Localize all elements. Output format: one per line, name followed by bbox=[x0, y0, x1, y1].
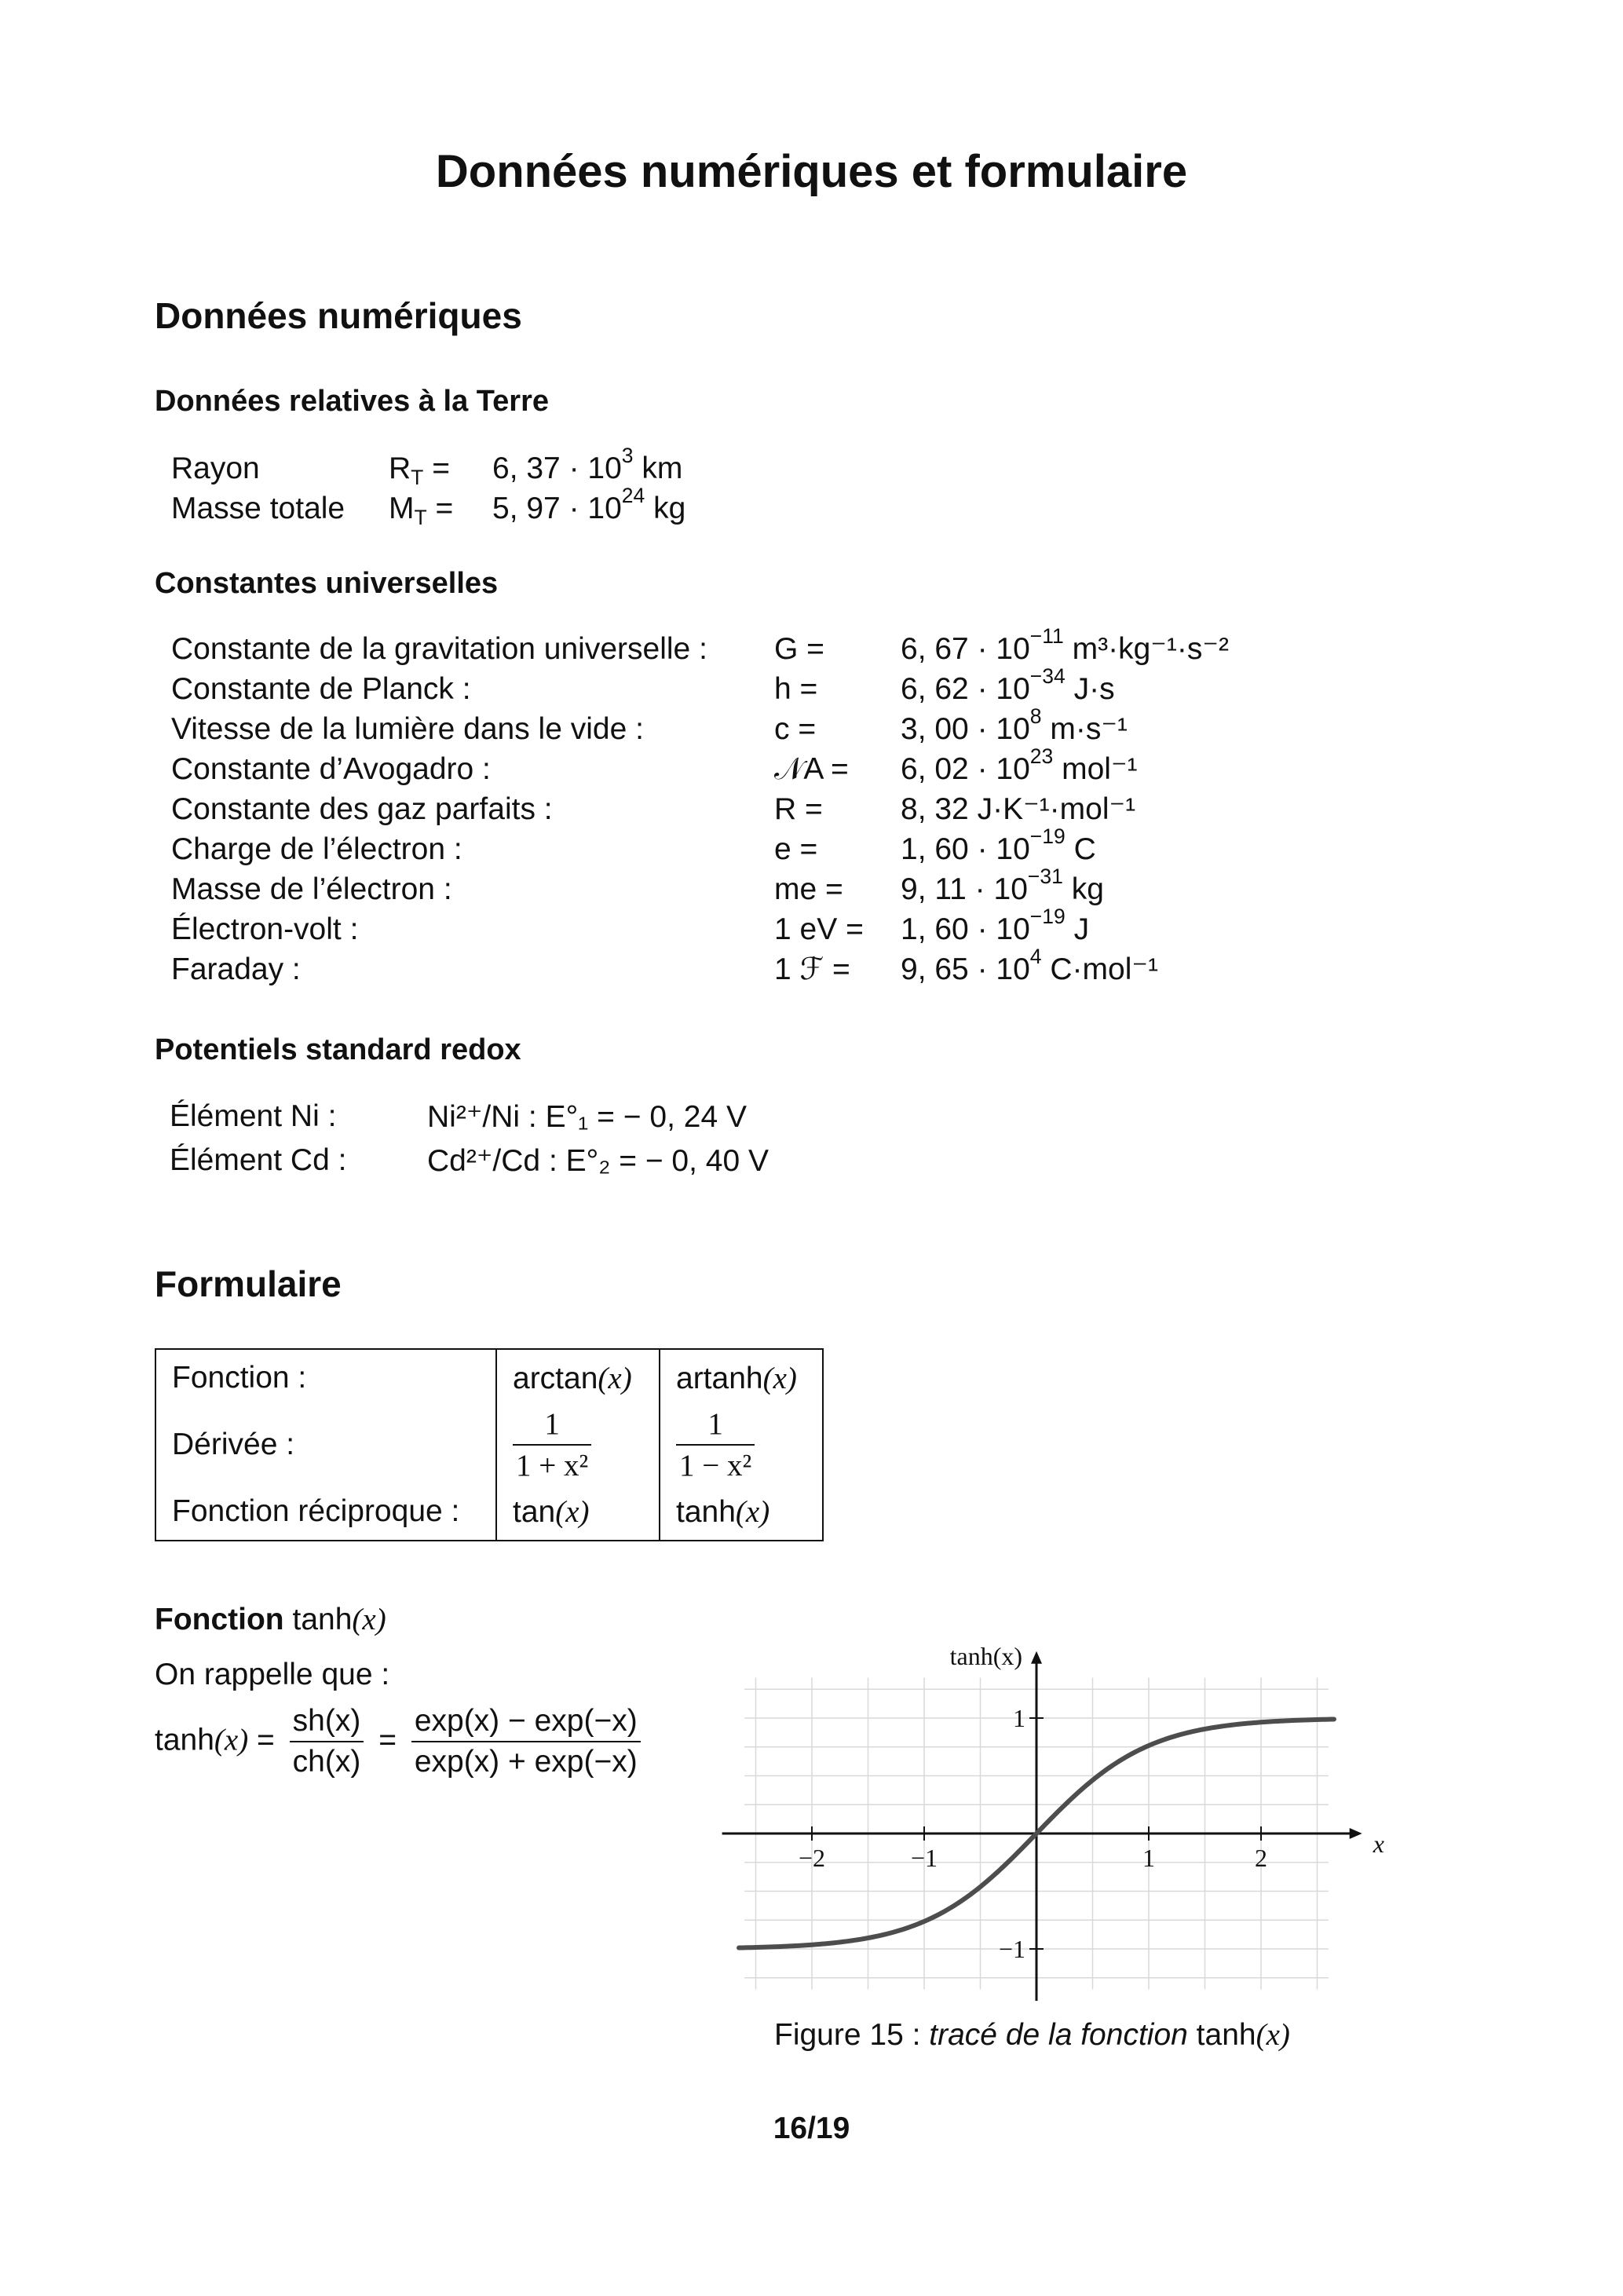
constant-row bbox=[171, 629, 1229, 669]
row-label-function: Fonction : bbox=[172, 1361, 307, 1395]
x-axis-arrow bbox=[1350, 1828, 1362, 1839]
y-axis-label: tanh(x) bbox=[949, 1642, 1022, 1670]
terre-symbol: $R_T$ = bbox=[389, 451, 450, 489]
x-axis-label: x bbox=[1373, 1830, 1384, 1858]
constants-table bbox=[171, 624, 1229, 989]
formula-row-derivative bbox=[155, 1406, 823, 1483]
row-label-derivative: Dérivée : bbox=[172, 1428, 295, 1461]
arctan-derivative-fraction: $\frac{1}{\text{1 + x²}}$ bbox=[513, 1406, 591, 1483]
constant-label: Constante d’Avogadro : bbox=[171, 751, 491, 786]
constant-symbol: me = bbox=[774, 872, 843, 906]
constant-symbol: 1 eV = bbox=[774, 912, 864, 946]
constant-row bbox=[171, 829, 1229, 869]
exp-fraction: $\frac{\exp(x) - \exp(-x)}{\exp(x) + \exp(-x)}$ bbox=[411, 1704, 641, 1779]
cell-arctan-derivative bbox=[496, 1406, 660, 1483]
x-tick-label: 2 bbox=[1255, 1844, 1267, 1872]
constant-symbol: 𝒩A = bbox=[774, 751, 849, 786]
terre-label: Rayon bbox=[171, 451, 260, 485]
subsection-title-constantes: Constantes universelles bbox=[155, 567, 499, 600]
terre-row bbox=[171, 488, 685, 528]
constant-symbol: 1 ℱ = bbox=[774, 952, 850, 986]
terre-label: Masse totale bbox=[171, 491, 345, 525]
constant-value: 1, $60 \cdot 10^{-19}$ C bbox=[901, 824, 1096, 866]
constant-value: 6, $67 \cdot 10^{-11}$ m³·kg⁻¹·s⁻² bbox=[901, 624, 1229, 666]
page-title: Données numériques et formulaire bbox=[435, 146, 1188, 197]
rappel-text: On rappelle que : bbox=[155, 1658, 390, 1691]
constant-value: 8, 32 J·K⁻¹·mol⁻¹ bbox=[901, 792, 1136, 826]
constant-value: 9, $65 \cdot 10^4$ C·mol⁻¹ bbox=[901, 945, 1158, 986]
constant-row bbox=[171, 909, 1229, 949]
formula-row-function bbox=[155, 1349, 823, 1406]
redox-value: Cd²⁺/Cd : E°₂ = − 0, 40 V bbox=[427, 1143, 769, 1178]
cell-artanh-reciprocal: tanh(x) bbox=[660, 1483, 823, 1541]
terre-row bbox=[171, 448, 685, 488]
constant-symbol: c = bbox=[774, 711, 817, 746]
plot-labels bbox=[799, 1642, 1384, 1963]
section-title-formulaire: Formulaire bbox=[155, 1263, 342, 1304]
terre-value: 5, $97 \cdot 10^{24}$ kg bbox=[492, 483, 686, 525]
terre-value: 6, $37 \cdot 10^3$ km bbox=[492, 443, 683, 485]
constant-label: Constante de la gravitation universelle : bbox=[171, 631, 707, 666]
constant-label: Constante de Planck : bbox=[171, 671, 471, 706]
constant-symbol: R = bbox=[774, 792, 823, 826]
constant-row bbox=[171, 669, 1229, 709]
redox-label: Élément Ni : bbox=[170, 1099, 337, 1133]
section-title-donnees-numeriques: Données numériques bbox=[155, 295, 522, 336]
subsection-title-terre: Données relatives à la Terre bbox=[155, 385, 549, 418]
constant-label: Charge de l’électron : bbox=[171, 832, 462, 866]
x-tick-label: −2 bbox=[798, 1844, 826, 1872]
formula-row-reciprocal bbox=[155, 1483, 823, 1541]
constant-row bbox=[171, 869, 1229, 909]
constant-value: 1, $60 \cdot 10^{-19}$ J bbox=[901, 904, 1090, 946]
row-label-reciprocal: Fonction réciproque : bbox=[172, 1494, 460, 1528]
constant-value: 6, $62 \cdot 10^{-34}$ J·s bbox=[901, 664, 1115, 706]
y-tick-label: 1 bbox=[1013, 1704, 1025, 1732]
tanh-heading: Fonction tanh(x) bbox=[155, 1603, 386, 1636]
cell-artanh-derivative bbox=[660, 1406, 823, 1483]
redox-label: Élément Cd : bbox=[170, 1143, 347, 1177]
x-tick-label: −1 bbox=[910, 1844, 938, 1872]
redox-row bbox=[170, 1139, 769, 1183]
constant-symbol: G = bbox=[774, 631, 824, 666]
constant-row bbox=[171, 749, 1229, 789]
constant-label: Vitesse de la lumière dans le vide : bbox=[171, 711, 644, 746]
formula-table bbox=[155, 1348, 824, 1541]
artanh-derivative-fraction: $\frac{1}{\text{1 − x²}}$ bbox=[676, 1406, 755, 1483]
cell-arctan-reciprocal: tan(x) bbox=[496, 1483, 660, 1541]
constant-symbol: e = bbox=[774, 832, 818, 866]
constant-row bbox=[171, 789, 1229, 829]
x-tick-label: 1 bbox=[1142, 1844, 1155, 1872]
constant-label: Faraday : bbox=[171, 952, 301, 986]
y-axis-arrow bbox=[1031, 1651, 1042, 1664]
cell-arctan-function: arctan(x) bbox=[496, 1349, 660, 1406]
tanh-plot bbox=[715, 1641, 1398, 2010]
sh-ch-fraction: $\frac{sh(x)}{ch(x)}$ bbox=[290, 1704, 364, 1779]
constant-value: 9, $11 \cdot 10^{-31}$ kg bbox=[901, 864, 1104, 906]
constant-label: Électron-volt : bbox=[171, 912, 359, 946]
constant-label: Constante des gaz parfaits : bbox=[171, 792, 553, 826]
terre-data-table bbox=[171, 443, 686, 529]
redox-table bbox=[170, 1095, 769, 1183]
constant-value: 3, $00 \cdot 10^8$ m·s⁻¹ bbox=[901, 704, 1128, 746]
figure-caption: Figure 15 : tracé de la fonction tanh(x) bbox=[774, 2018, 1290, 2052]
constant-label: Masse de l’électron : bbox=[171, 872, 452, 906]
constant-symbol: h = bbox=[774, 671, 818, 706]
redox-row bbox=[170, 1095, 769, 1139]
constant-row bbox=[171, 709, 1229, 749]
subsection-title-redox: Potentiels standard redox bbox=[155, 1033, 521, 1066]
tanh-formula: tanh(x) = $\frac{sh(x)}{ch(x)}$ = $\frac{\exp(x) - \exp(-x)}{\exp(x) + \exp(-x)}$ bbox=[155, 1704, 647, 1779]
redox-value: Ni²⁺/Ni : E°₁ = − 0, 24 V bbox=[427, 1099, 747, 1134]
terre-symbol: $M_T$ = bbox=[389, 491, 454, 529]
constant-row bbox=[171, 949, 1229, 989]
constant-value: 6, $02 \cdot 10^{23}$ mol⁻¹ bbox=[901, 744, 1138, 786]
page-number: 16/19 bbox=[773, 2111, 850, 2145]
y-tick-label: −1 bbox=[998, 1935, 1025, 1963]
cell-artanh-function: artanh(x) bbox=[660, 1349, 823, 1406]
